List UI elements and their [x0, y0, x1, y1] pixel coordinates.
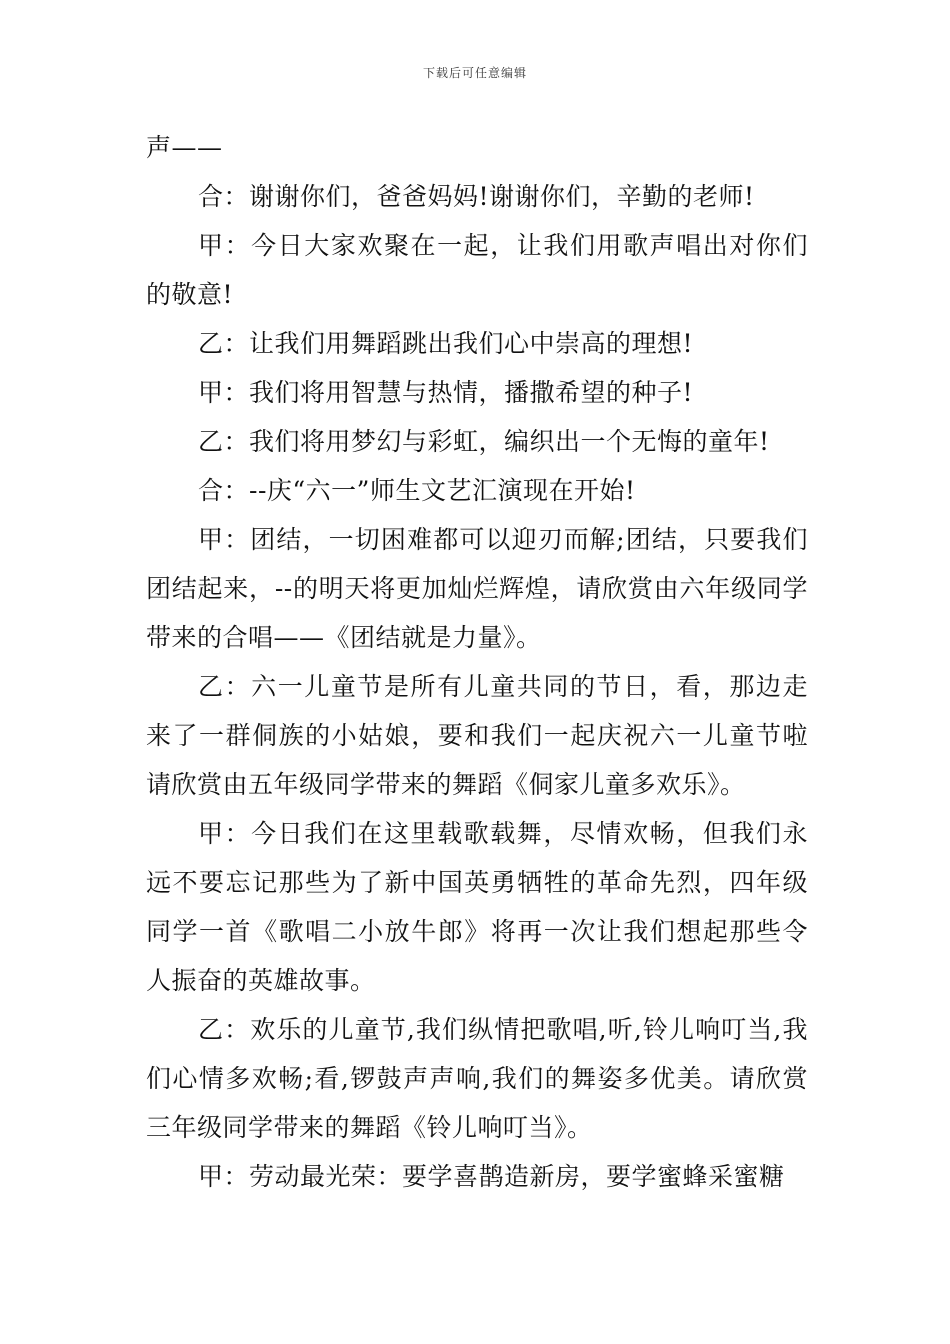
paragraph: 乙：让我们用舞蹈跳出我们心中崇高的理想! [198, 329, 694, 358]
paragraph: 合：谢谢你们，爸爸妈妈!谢谢你们，辛勤的老师! [198, 182, 755, 211]
paragraph: 甲：劳动最光荣：要学喜鹊造新房，要学蜜蜂采蜜糖 [198, 1162, 785, 1191]
paragraph: 声—— [146, 133, 223, 162]
page-header: 下载后可任意编辑 [422, 66, 527, 80]
paragraph: 甲：今日大家欢聚在一起，让我们用歌声唱出对你们的敬意! [146, 231, 808, 309]
paragraph: 乙：六一儿童节是所有儿童共同的节日，看，那边走来了一群侗族的小姑娘，要和我们一起庆祝六一儿童节啦请欣赏由五年级同学带来的舞蹈《侗家儿童多欢乐》。 [146, 672, 808, 799]
document-body [146, 123, 808, 1201]
paragraph: 乙：欢乐的儿童节,我们纵情把歌唱,听,铃儿响叮当,我们心情多欢畅;看,锣鼓声声响,我们的舞姿多优美。请欣赏三年级同学带来的舞蹈《铃儿响叮当》。 [146, 1015, 808, 1142]
paragraph: 甲：今日我们在这里载歌载舞，尽情欢畅，但我们永远不要忘记那些为了新中国英勇牺牲的革命先烈，四年级同学一首《歌唱二小放牛郎》将再一次让我们想起那些令人振奋的英雄故事。 [146, 819, 808, 995]
paragraph: 甲：我们将用智慧与热情，播撒希望的种子! [198, 378, 694, 407]
paragraph: 合：--庆“六一”师生文艺汇演现在开始! [198, 476, 636, 505]
paragraph: 甲：团结，一切困难都可以迎刃而解;团结，只要我们团结起来，--的明天将更加灿烂辉煌，请欣赏由六年级同学带来的合唱——《团结就是力量》。 [146, 525, 808, 652]
paragraph: 乙：我们将用梦幻与彩虹，编织出一个无悔的童年! [198, 427, 770, 456]
